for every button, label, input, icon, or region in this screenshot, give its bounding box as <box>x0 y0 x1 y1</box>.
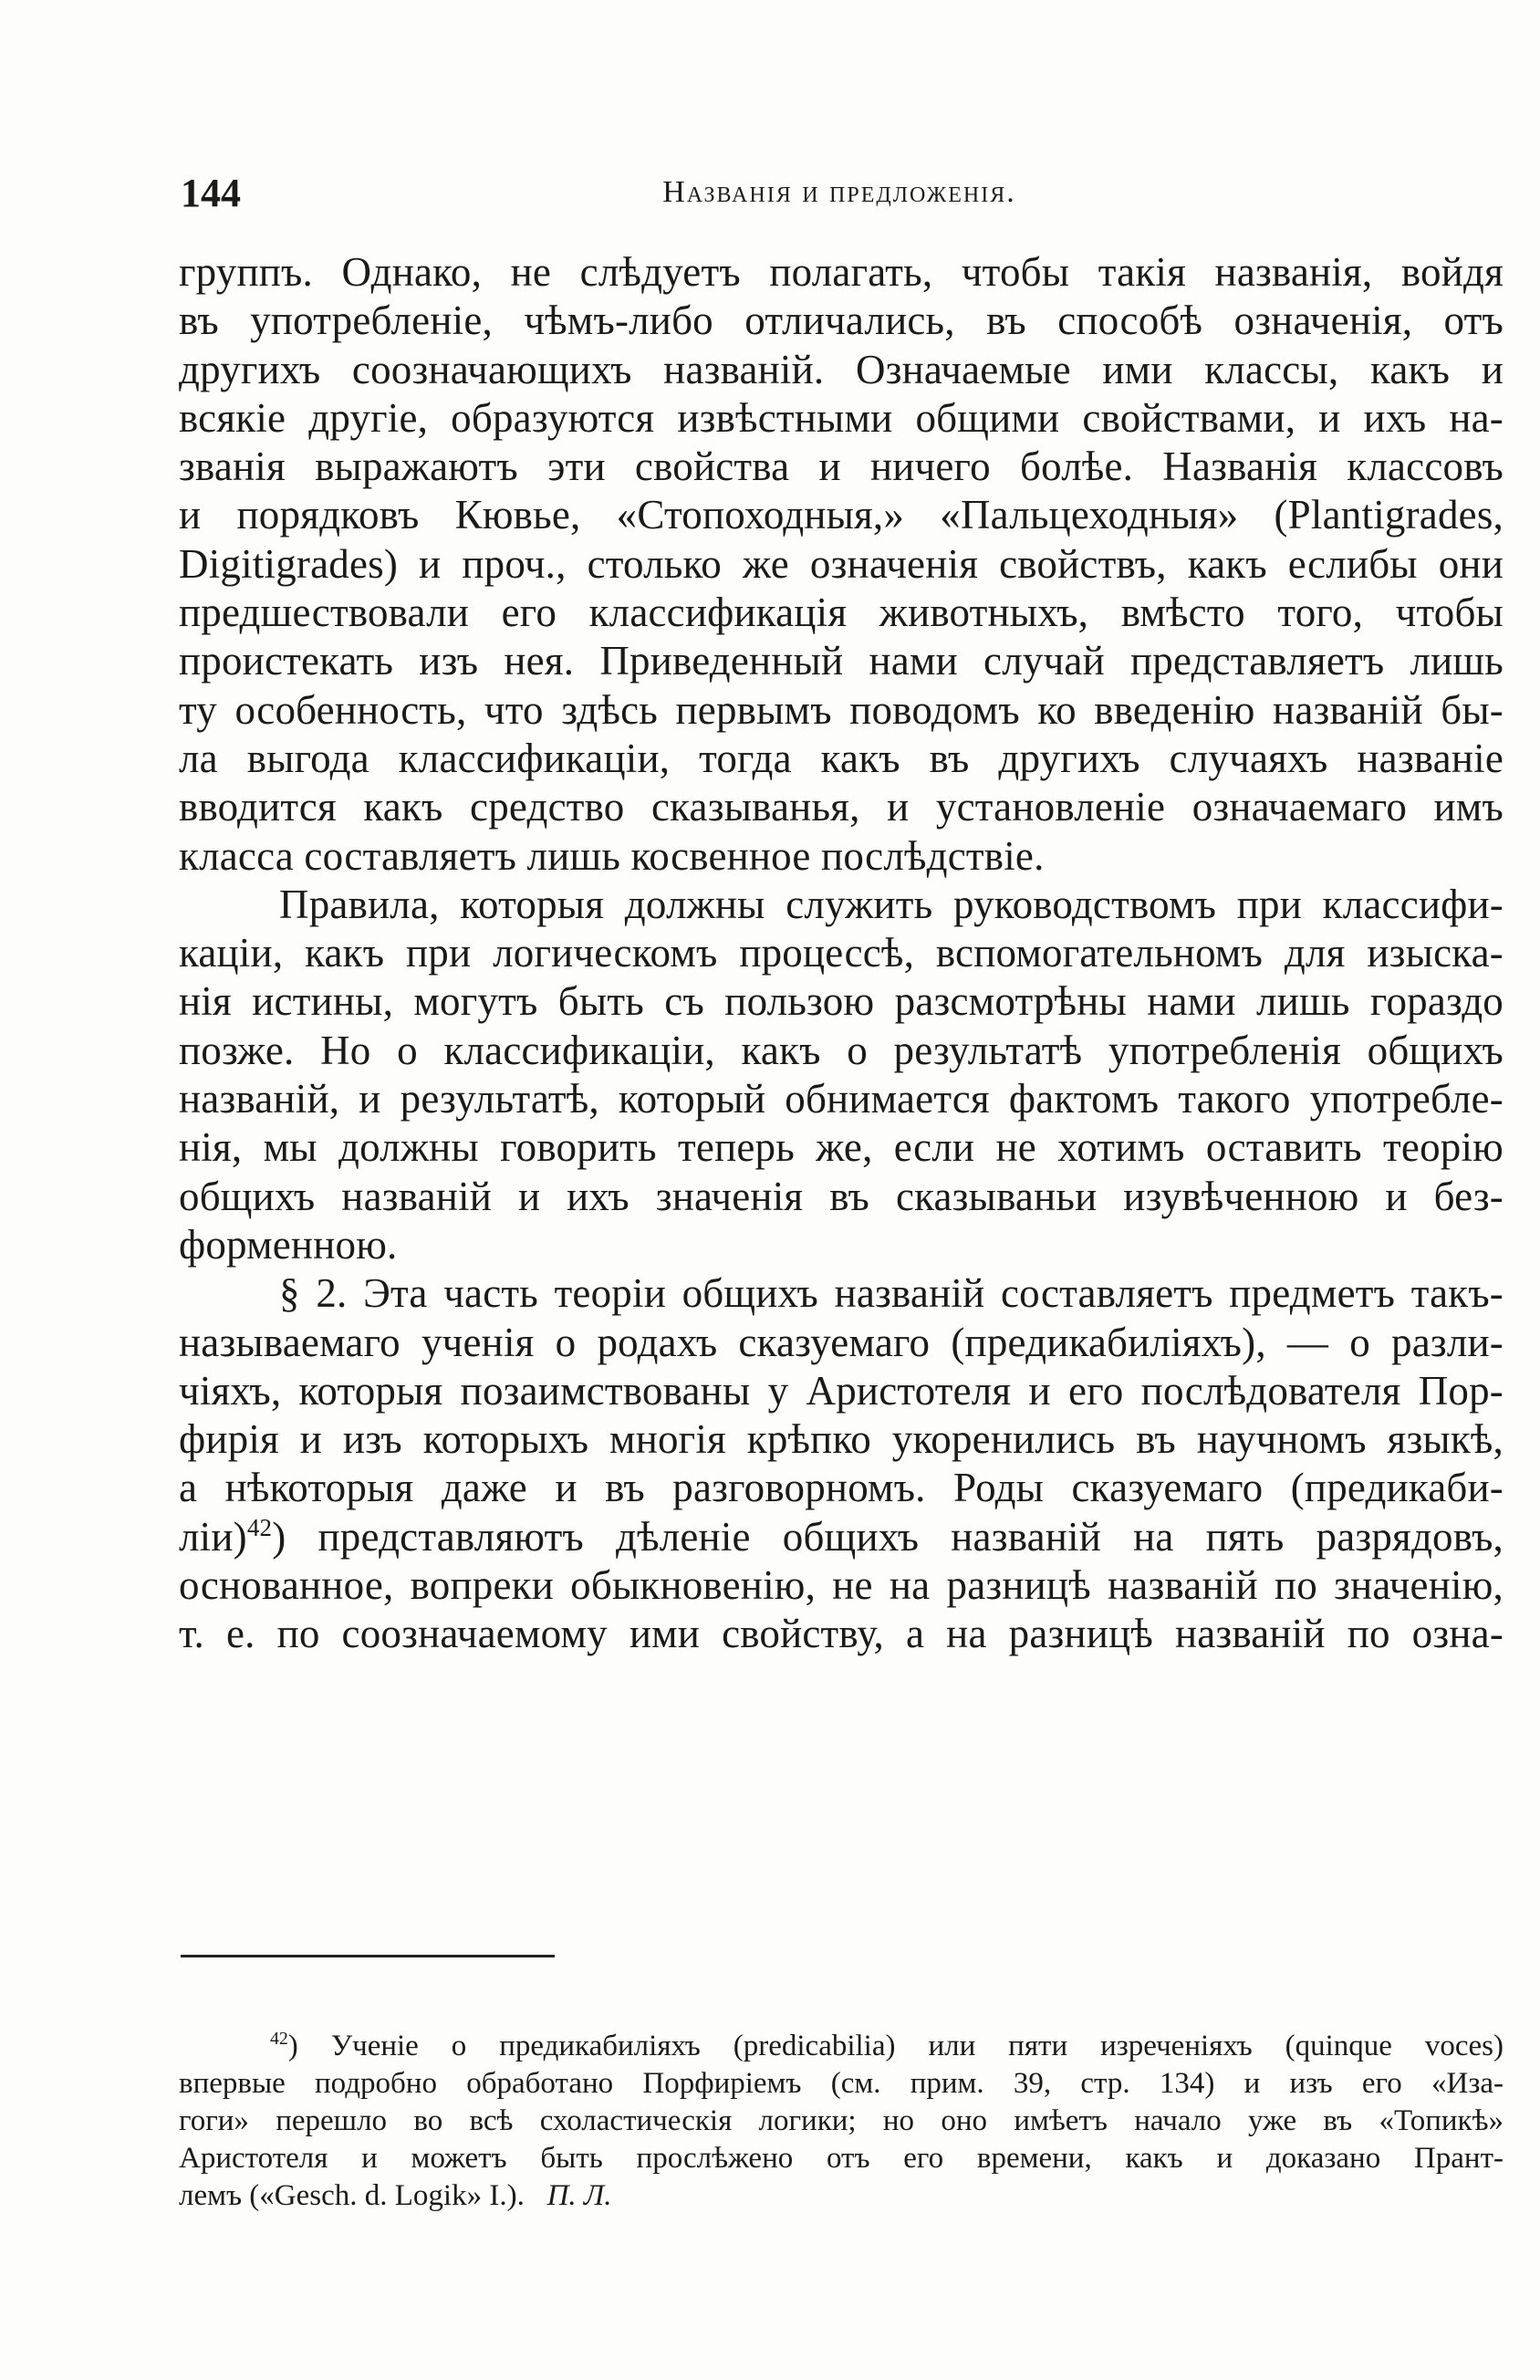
footnote-reference[interactable]: 42 <box>246 1513 273 1541</box>
text-line: группъ. Однако, не слѣдуетъ полагать, чтобы такія названія, войдя <box>179 249 1504 295</box>
text-line: названій, и результатѣ, который обнимается фактомъ такого употребле- <box>179 1076 1504 1122</box>
text-line: въ употребленіе, чѣмъ-либо отличались, въ способѣ означенія, отъ <box>179 298 1504 344</box>
text-line: Правила, которыя должны служить руководствомъ при классифи- <box>279 881 1504 927</box>
text-line: позже. Но о классификаціи, какъ о результатѣ употребленія общихъ <box>179 1027 1504 1073</box>
footnote-signature: П. Л. <box>546 2179 612 2212</box>
text-line: и порядковъ Кювье, «Стопоходныя,» «Пальцеходныя» (Plantigrades, <box>179 492 1504 538</box>
text-line: а нѣкоторыя даже и въ разговорномъ. Роды сказуемаго (предикаби- <box>179 1465 1504 1511</box>
text-line: ла выгода классификаціи, тогда какъ въ другихъ случаяхъ названіе <box>179 735 1504 781</box>
text-line: другихъ соозначающихъ названій. Означаемые ими классы, какъ и <box>179 346 1504 392</box>
text-line: всякіе другіе, образуются извѣстными общими свойствами, и ихъ на- <box>179 394 1504 441</box>
paragraph-1 <box>179 248 1504 881</box>
text-line: т. е. по соозначаемому ими свойству, а на разницѣ названій по озна- <box>179 1611 1504 1657</box>
text-line: класса составляетъ лишь косвенное послѣдствіе. <box>179 832 1045 879</box>
text-line: званія выражаютъ эти свойства и ничего болѣе. Названія классовъ <box>179 444 1504 490</box>
text-line: общихъ названій и ихъ значенія въ сказываньи изувѣченною и без- <box>179 1173 1504 1219</box>
page-number: 144 <box>181 171 241 215</box>
paragraph-2 <box>179 881 1504 1269</box>
footnote-line <box>179 2177 1504 2215</box>
text-line-with-footnote-ref <box>179 1513 1504 1561</box>
text-line: ту особенность, что здѣсь первымъ поводомъ ко введенію названій бы- <box>179 686 1504 733</box>
main-text <box>179 248 1504 1659</box>
footnote-divider <box>181 1955 555 1957</box>
text-line: фирія и изъ которыхъ многія крѣпко укоренились въ научномъ языкѣ, <box>179 1416 1504 1463</box>
text-fragment: ліи) <box>179 1513 247 1560</box>
text-line: § 2. Эта часть теоріи общихъ названій составляетъ предметъ такъ- <box>279 1270 1504 1317</box>
paragraph-3 <box>179 1269 1504 1658</box>
text-fragment: ) представляютъ дѣленіе общихъ названій на пять разрядовъ, <box>272 1513 1504 1560</box>
text-line: форменною. <box>179 1221 398 1268</box>
text-line: называемаго ученія о родахъ сказуемаго (предикабиліяхъ), — о разли- <box>179 1319 1504 1365</box>
text-line: предшествовали его классификація животныхъ, вмѣсто того, чтобы <box>179 590 1504 636</box>
text-fragment: лемъ («Gesch. d. Logik» I.). <box>179 2179 525 2212</box>
footnote-line: Аристотеля и можетъ быть прослѣжено отъ его времени, какъ и доказано Прант- <box>179 2142 1504 2175</box>
footnote <box>179 2028 1504 2215</box>
text-line: основанное, вопреки обыкновенію, не на разницѣ названій по значенію, <box>179 1562 1504 1609</box>
text-line: каціи, какъ при логическомъ процессѣ, вспомогательномъ для изыска- <box>179 930 1504 976</box>
text-line: проистекать изъ нея. Приведенный нами случай представляетъ лишь <box>179 638 1504 684</box>
text-line: Digitigrades) и проч., столько же означенія свойствъ, какъ еслибы они <box>179 540 1504 587</box>
running-title: Названія и предложенія. <box>662 175 1016 209</box>
text-line: чіяхъ, которыя позаимствованы у Аристотеля и его послѣдователя Пор- <box>179 1367 1504 1414</box>
footnote-marker: 42 <box>270 2029 288 2050</box>
text-line: вводится какъ средство сказыванья, и установленіе означаемаго имъ <box>179 784 1504 830</box>
footnote-line <box>179 2028 1504 2065</box>
text-line: нія, мы должны говорить теперь же, если не хотимъ оставить теорію <box>179 1124 1504 1171</box>
text-line: нія истины, могутъ быть съ пользою разсмотрѣны нами лишь гораздо <box>179 978 1504 1025</box>
footnote-line: впервые подробно обработано Порфиріемъ (см. прим. 39, стр. 134) и изъ его «Иза- <box>179 2067 1504 2100</box>
text-fragment: ) Ученіе о предикабиліяхъ (predicabilia) или пяти изреченіяхъ (quinque voces) <box>287 2030 1504 2062</box>
footnote-line: гоги» перешло во всѣ схоластическія логики; но оно имѣетъ начало уже въ «Топикѣ» <box>179 2104 1504 2137</box>
